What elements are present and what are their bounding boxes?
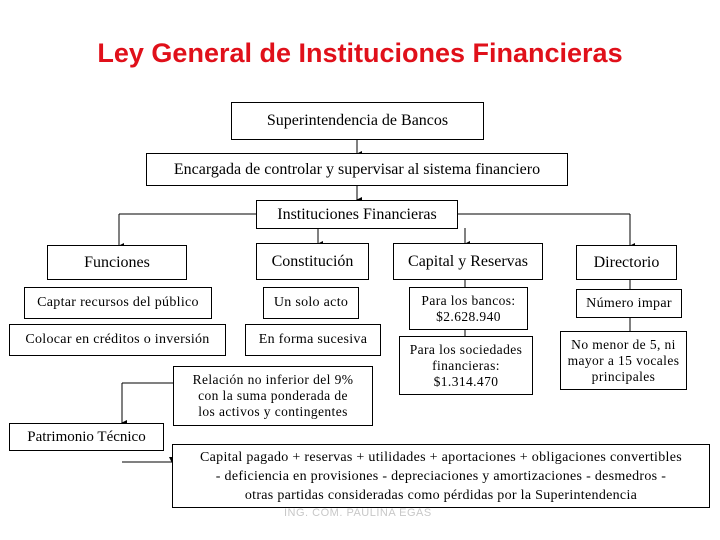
funciones-item-colocar: Colocar en créditos o inversión [9,324,226,356]
capital-formula-line2: - deficiencia en provisiones - depreciaciones y amortizaciones - desmedros - [215,468,667,484]
relacion-line3: los activos y contingentes [198,404,348,419]
capital-soc-line3: $1.314.470 [433,373,499,389]
instituciones-box: Instituciones Financieras [256,200,458,229]
encargada-box: Encargada de controlar y supervisar al sistema financiero [146,153,568,186]
relacion-line2: con la suma ponderada de [198,388,348,403]
funciones-header: Funciones [47,245,187,280]
capital-soc-line1: Para los sociedades [409,341,523,357]
capital-header: Capital y Reservas [393,243,543,280]
directorio-header: Directorio [576,245,677,280]
constitucion-item-sucesiva: En forma sucesiva [245,324,381,356]
capital-formula-line3: otras partidas consideradas como pérdidas por la Superintendencia [244,487,638,503]
superintendencia-box: Superintendencia de Bancos [231,102,484,140]
directorio-menor-line3: principales [591,368,656,384]
capital-bancos-line1: Para los bancos: [421,292,516,308]
directorio-menor-line2: mayor a 15 vocales [567,352,680,368]
directorio-menor-line1: No menor de 5, ni [571,336,676,352]
capital-soc-line2: financieras: [432,357,500,373]
capital-bancos-box [409,287,528,330]
capital-formula-line1: Capital pagado + reservas + utilidades + aportaciones + obligaciones convertibles [200,449,682,465]
constitucion-item-solo: Un solo acto [263,287,359,319]
directorio-impar-box: Número impar [576,289,682,318]
relacion-line1: Relación no inferior del 9% [192,372,354,387]
funciones-item-captar: Captar recursos del público [24,287,212,319]
capital-bancos-line2: $2.628.940 [436,308,501,324]
patrimonio-tecnico-box: Patrimonio Técnico [9,423,164,451]
page-title: Ley General de Instituciones Financieras [97,38,623,68]
directorio-menor-box [560,331,687,390]
capital-sociedades-box [399,336,533,395]
capital-formula-box [172,444,710,508]
relacion-box [173,366,373,426]
footer-author: ING. COM. PAULINA EGAS [284,507,432,519]
constitucion-header: Constitución [256,243,369,280]
